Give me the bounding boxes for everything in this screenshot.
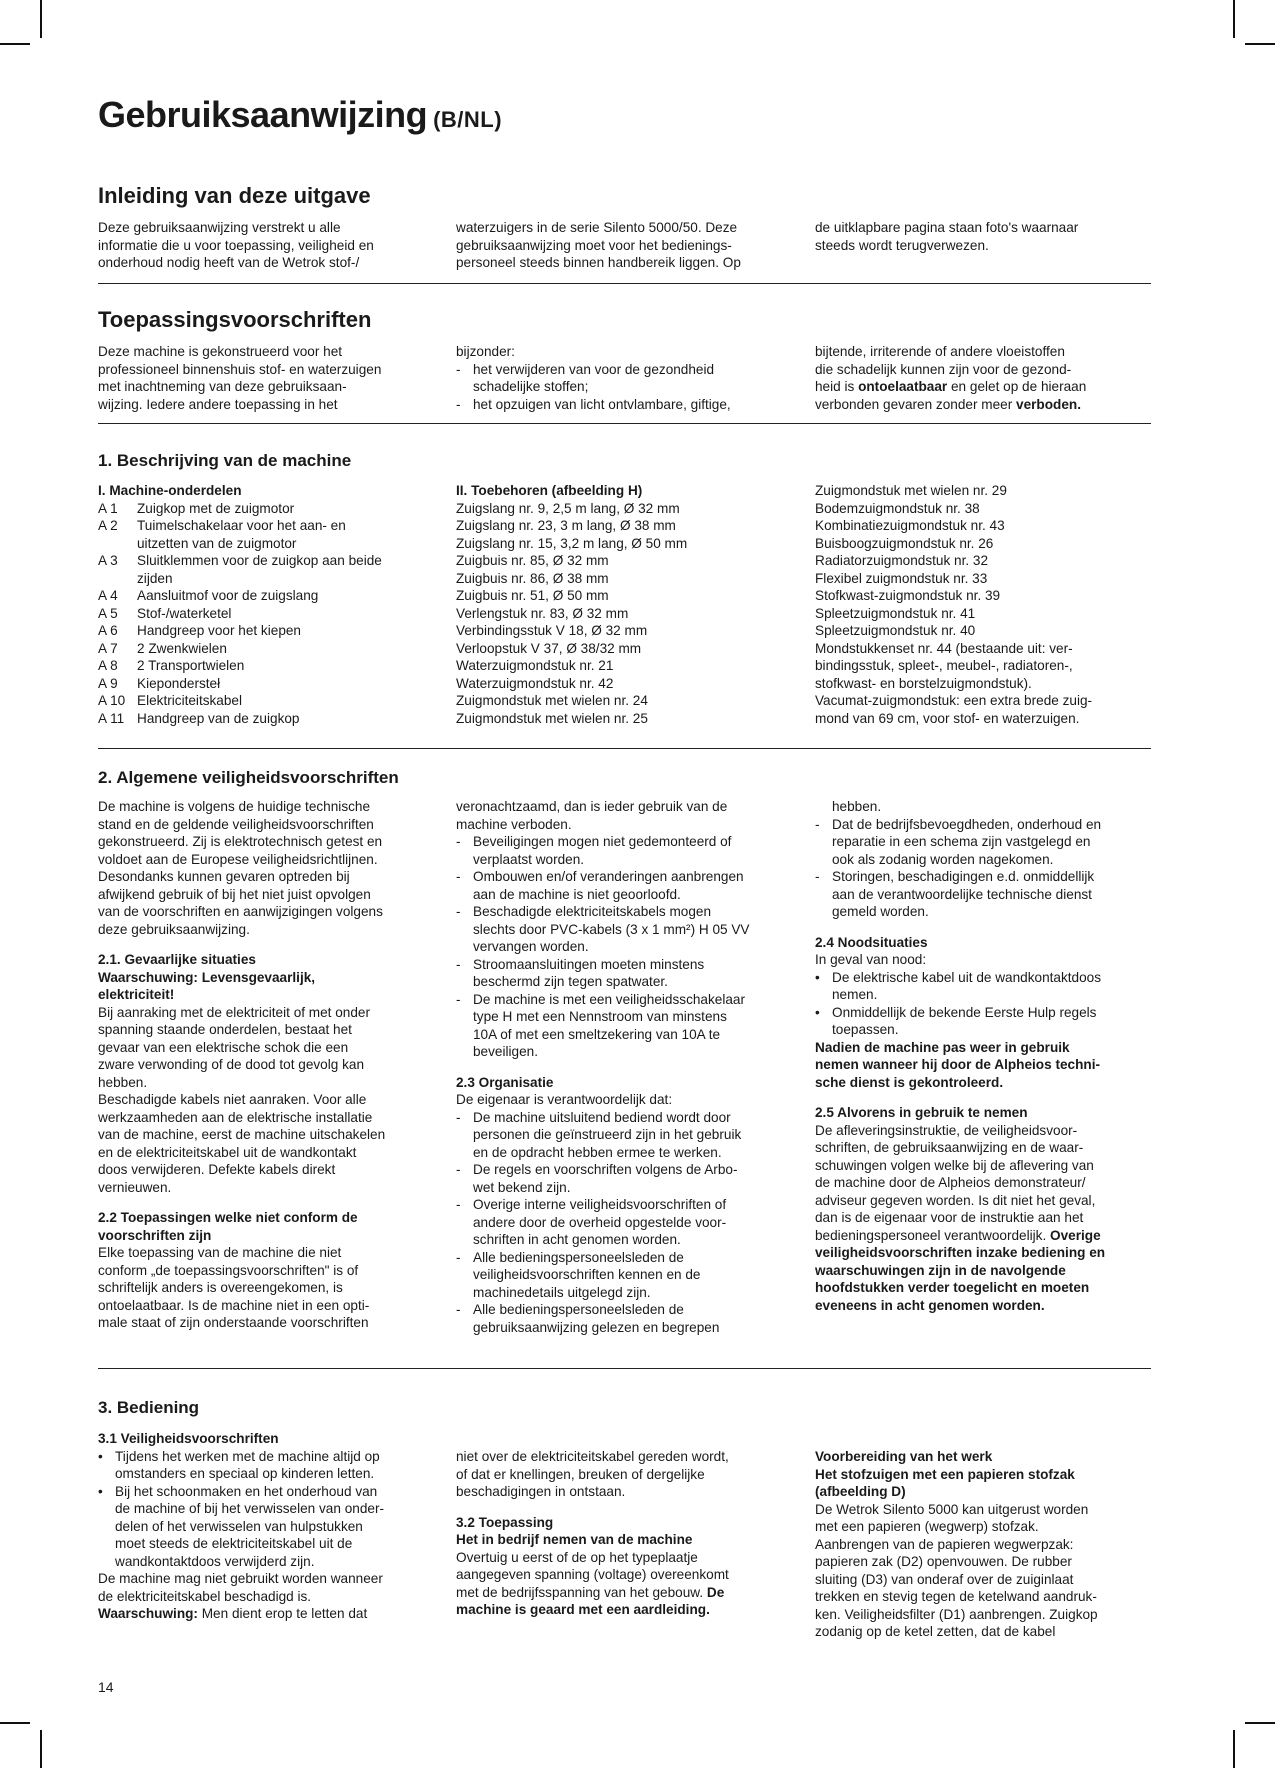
intro-col-1 — [98, 219, 440, 272]
subsection-heading: 2.4 Noodsituaties — [815, 934, 928, 950]
list-item: - Storingen, beschadigingen e.d. onmiddellijk aan de verantwoordelijke technische dienst gemeld worden. — [815, 868, 1155, 921]
accessory-item: Waterzuigmondstuk nr. 42 — [456, 675, 614, 691]
accessory-item: Waterzuigmondstuk nr. 21 — [456, 658, 614, 673]
part-item — [98, 675, 440, 693]
part-item — [98, 587, 440, 605]
part-item — [98, 657, 440, 675]
section2-col-2 — [456, 798, 798, 1336]
subsection-heading: 3.1 Veiligheidsvoorschriften — [98, 1431, 279, 1446]
emphasis-text: ontoelaatbaar — [858, 379, 948, 394]
paragraph: In geval van nood: — [815, 952, 927, 967]
paragraph: veronachtzaamd, dan is ieder gebruik van de machine verboden. — [456, 799, 728, 832]
subsection-heading: 2.5 Alvorens in gebruik te nemen — [815, 1105, 1028, 1120]
list-item: - De machine uitsluitend bediend wordt door personen die geïnstrueerd zijn in het gebruik en de opdracht hebben ermee te werken. — [456, 1109, 798, 1162]
part-code: A 2 — [98, 518, 118, 533]
accessories-col-3 — [815, 482, 1155, 727]
accessory-item: Zuigbuis nr. 51, Ø 50 mm — [456, 588, 609, 603]
crop-mark — [40, 0, 42, 38]
list-item: - Stroomaansluitingen moeten minstens beschermd zijn tegen spatwater. — [456, 956, 798, 991]
crop-mark — [1245, 43, 1275, 45]
accessory-item: Zuigbuis nr. 85, Ø 32 mm — [456, 553, 609, 568]
subsection-heading: Voorbereiding van het werk — [815, 1449, 993, 1464]
accessory-item: Zuigslang nr. 9, 2,5 m lang, Ø 32 mm — [456, 500, 680, 516]
list-item: • Bij het schoonmaken en het onderhoud van de machine of bij het verwisselen van onder- delen of het verwisselen van hulpstukken moet steeds de elektriciteitskabel uit de wandkontaktdoos verwijderd zijn. — [98, 1483, 440, 1571]
list-item: - Dat de bedrijfsbevoegdheden, onderhoud en reparatie in een schema zijn vastgelegd en ook als zodanig worden nagekomen. — [815, 816, 1155, 869]
note-text — [815, 1039, 1155, 1092]
accessory-item: Zuigslang nr. 23, 3 m lang, Ø 38 mm — [456, 518, 676, 533]
accessory-item: Flexibel zuigmondstuk nr. 33 — [815, 570, 988, 586]
list-item: - Alle bedieningspersoneelsleden de veiligheidsvoorschriften kennen en de machinedetails uitgelegd zijn. — [456, 1249, 798, 1302]
subsection-heading: 2.3 Organisatie — [456, 1074, 554, 1090]
paragraph: De eigenaar is verantwoordelijk dat: — [456, 1092, 673, 1107]
accessory-item: Verlengstuk nr. 83, Ø 32 mm — [456, 605, 629, 621]
section2-col-3 — [815, 798, 1155, 1314]
list-item: - het opzuigen van licht ontvlambare, giftige, — [456, 396, 798, 414]
toepassing-col-1 — [98, 343, 440, 413]
toepassing-text-1: Deze machine is gekonstrueerd voor het professioneel binnenshuis stof- en waterzuigen met inachtneming van deze gebruiksaan- wijzing. Iedere andere toepassing in het — [98, 344, 382, 412]
accessory-item: Zuigmondstuk met wielen nr. 24 — [456, 693, 648, 708]
list-item: - De regels en voorschriften volgens de Arbo- wet bekend zijn. — [456, 1161, 798, 1196]
subsection-subheading: Het stofzuigen met een papieren stofzak (afbeelding D) — [815, 1466, 1075, 1499]
emphasis-text: Overige veiligheidsvoorschriften inzake bediening en waarschuwingen zijn in de navolgende hoofdstukken verder toegelicht en moeten eveneens in acht genomen worden. — [815, 1227, 1106, 1313]
paragraph: De machine mag niet gebruikt worden wanneer de elektriciteitskabel beschadigd is. — [98, 1571, 383, 1604]
part-label: Elektriciteitskabel — [137, 693, 243, 708]
part-label: Stof-/waterketel — [137, 605, 232, 621]
text-run: de machine pas weer in gebruik nemen wanneer hij door de Alpheios techni- sche dienst is gekontroleerd. — [815, 1039, 1101, 1090]
crop-mark — [0, 43, 30, 45]
text-run: bijtende, irriterende of andere vloeistoffen die schadelijk kunnen zijn voor de gezond- heid is — [815, 344, 1072, 394]
section3-heading: 3. Bediening — [98, 1398, 200, 1417]
toepassing-col2-intro: bijzonder: — [456, 344, 515, 359]
list-item: - het verwijderen van voor de gezondheid schadelijke stoffen; — [456, 361, 798, 396]
page-number: 14 — [98, 1679, 114, 1695]
paragraph: Bij aanraking met de elektriciteit of met onder spanning staande onderdelen, bestaat het gevaar van een elektrische schok die een zware verwonding of de dood tot gevolg kan hebben. Beschadigde kabels niet aanraken. Voor alle werkzaamheden aan de elektrische installatie van de machine, eerst de machine uitschakelen en de elektriciteitskabel uit de wandkontakt doos verwijderen. Defekte kabels direkt vernieuwen. — [98, 1004, 386, 1195]
part-label: Kiepondersteł — [137, 675, 221, 691]
text-run: en gelet op de hieraan verbonden gevaren zonder meer — [815, 379, 1087, 412]
page-title-locale: (B/NL) — [433, 107, 503, 132]
part-label: Aansluitmof voor de zuigslang — [137, 588, 319, 603]
part-code: A 6 — [98, 623, 118, 638]
list-item: - Beveiligingen mogen niet gedemonteerd of verplaatst worden. — [456, 833, 798, 868]
text-run: Nadien — [815, 1039, 865, 1055]
section-divider — [98, 283, 1151, 284]
text-run: Overtuig u eerst of de op het typeplaatje aangegeven spanning (voltage) overeenkomt met de bedrijfsspanning van het gebouw. — [456, 1549, 729, 1600]
part-label: 2 Zwenkwielen — [137, 640, 227, 656]
part-code: A 4 — [98, 588, 118, 603]
list-item: - Alle bedieningspersoneelsleden de gebruiksaanwijzing gelezen en begrepen — [456, 1301, 798, 1336]
section-divider — [98, 748, 1151, 749]
part-item — [98, 605, 440, 623]
crop-mark — [0, 1722, 30, 1724]
part-code: A 7 — [98, 640, 118, 656]
part-item — [98, 517, 440, 552]
part-item — [98, 640, 440, 658]
parts-heading: I. Machine-onderdelen — [98, 483, 242, 498]
crop-mark — [1245, 1722, 1275, 1724]
emphasis-text: verboden. — [1016, 396, 1081, 412]
accessory-item: Stofkwast-zuigmondstuk nr. 39 — [815, 588, 1001, 603]
text-run: Men dient erop te letten dat — [197, 1606, 368, 1621]
section3-col-3 — [815, 1448, 1155, 1641]
accessory-item: Bodemzuigmondstuk nr. 38 — [815, 500, 980, 516]
section3-col-1 — [98, 1430, 440, 1623]
part-code: A 8 — [98, 658, 118, 673]
accessory-item: Radiatorzuigmondstuk nr. 32 — [815, 553, 989, 568]
section3-col-2 — [456, 1448, 798, 1619]
intro-col-3 — [815, 219, 1155, 254]
accessory-item: Zuigmondstuk met wielen nr. 29 — [815, 483, 1007, 498]
list-item: - Overige interne veiligheidsvoorschriften of andere door de overheid opgestelde voor- schriften in acht genomen worden. — [456, 1196, 798, 1249]
accessory-item: Zuigmondstuk met wielen nr. 25 — [456, 710, 648, 726]
accessory-item: Kombinatiezuigmondstuk nr. 43 — [815, 518, 1005, 533]
paragraph: niet over de elektriciteitskabel gereden wordt, of dat er knellingen, breuken of dergelijke beschadigingen in ontstaan. — [456, 1449, 729, 1499]
warning-text: Waarschuwing: Levensgevaarlijk, elektriciteit! — [98, 969, 316, 1002]
toepassing-col-2 — [456, 343, 798, 413]
part-item — [98, 500, 440, 518]
part-code: A 9 — [98, 675, 118, 691]
intro-text-2: waterzuigers in de serie Silento 5000/50. Deze gebruiksaanwijzing moet voor het bedienings- personeel steeds binnen handbereik liggen. Op — [456, 220, 741, 270]
intro-heading: Inleiding van deze uitgave — [98, 183, 371, 208]
part-item — [98, 552, 440, 587]
warning-paragraph — [98, 1605, 440, 1623]
accessory-item: Spleetzuigmondstuk nr. 41 — [815, 605, 976, 621]
section2-heading: 2. Algemene veiligheidsvoorschriften — [98, 768, 399, 787]
accessory-item: Mondstukkenset nr. 44 (bestaande uit: ver- bindingsstuk, spleet-, meubel-, radiatoren-, stofkwast- en borstelzuigmondstuk). — [815, 640, 1073, 691]
intro-text-3: de uitklapbare pagina staan foto's waarnaar steeds wordt terugverwezen. — [815, 220, 1079, 253]
list-item: • Onmiddellijk de bekende Eerste Hulp regels toepassen. — [815, 1004, 1155, 1039]
section2-col-1 — [98, 798, 440, 1332]
part-label: Tuimelschakelaar voor het aan- en uitzetten van de zuigmotor — [137, 518, 346, 551]
list-item: - Ombouwen en/of veranderingen aanbrengen aan de machine is niet geoorloofd. — [456, 868, 798, 903]
intro-col-2 — [456, 219, 798, 272]
paragraph: hebben. — [832, 799, 882, 814]
crop-mark — [40, 1730, 42, 1768]
part-item — [98, 710, 440, 728]
list-item: • Tijdens het werken met de machine altijd op omstanders en speciaal op kinderen letten. — [98, 1448, 440, 1483]
accessory-item: Zuigbuis nr. 86, Ø 38 mm — [456, 570, 609, 586]
toepassing-heading: Toepassingsvoorschriften — [98, 307, 372, 332]
part-code: A 1 — [98, 500, 118, 516]
toepassing-col-3 — [815, 343, 1155, 413]
part-label: Zuigkop met de zuigmotor — [137, 500, 295, 516]
subsection-heading: 2.1. Gevaarlijke situaties — [98, 952, 256, 967]
list-item: - De machine is met een veiligheidsschakelaar type H met een Nennstroom van minstens 10A of met een smeltzekering van 10A te beveiligen. — [456, 991, 798, 1061]
paragraph: De Wetrok Silento 5000 kan uitgerust worden met een papieren (wegwerp) stofzak. Aanbrengen van de papieren wegwerpzak: papieren zak (D2) openvouwen. De rubber sluiting (D3) van onderaf over de zuiginlaat trekken en stevig tegen de ketelwand aandruk- ken. Veiligheidsfilter (D1) aanbrengen. Zuigkop zodanig op de ketel zetten, dat de kabel — [815, 1501, 1098, 1639]
paragraph: Elke toepassing van de machine die niet conform „de toepassingsvoorschriften" is of schriftelijk anders is overeengekomen, is ontoelaatbaar. Is de machine niet in een opti- male staat of zijn onderstaande voorschriften — [98, 1245, 370, 1330]
subsection-subheading: Het in bedrijf nemen van de machine — [456, 1532, 693, 1547]
subsection-heading: 3.2 Toepassing — [456, 1514, 554, 1530]
accessory-item: Zuigslang nr. 15, 3,2 m lang, Ø 50 mm — [456, 535, 688, 551]
toepassing-text-3 — [815, 343, 1155, 413]
warning-label: Waarschuwing: — [98, 1606, 198, 1621]
part-item — [98, 622, 440, 640]
part-code: A 5 — [98, 605, 118, 621]
accessory-item: Vacumat-zuigmondstuk: een extra brede zuig- mond van 69 cm, voor stof- en waterzuigen. — [815, 693, 1093, 726]
list-item: • De elektrische kabel uit de wandkontaktdoos nemen. — [815, 969, 1155, 1004]
paragraph — [815, 1122, 1155, 1315]
crop-mark — [1233, 1730, 1235, 1768]
part-label: Sluitklemmen voor de zuigkop aan beide zijden — [137, 553, 382, 586]
accessories-col-2 — [456, 482, 798, 727]
accessory-item: Spleetzuigmondstuk nr. 40 — [815, 623, 976, 638]
part-label: 2 Transportwielen — [137, 658, 245, 673]
section1-heading: 1. Beschrijving van de machine — [98, 451, 352, 470]
emphasis-text: De machine is geaard met een aardleiding. — [456, 1584, 725, 1617]
accessories-heading: II. Toebehoren (afbeelding H) — [456, 483, 643, 498]
crop-mark — [1233, 0, 1235, 38]
part-label: Handgreep van de zuigkop — [137, 710, 300, 726]
accessory-item: Buisboogzuigmondstuk nr. 26 — [815, 535, 994, 551]
section2-intro: De machine is volgens de huidige technische stand en de geldende veiligheidsvoorschriften gekonstrueerd. Zij is elektrotechnisch getest en voldoet aan de Europese veiligheidsrichtlijnen. Desondanks kunnen gevaren optreden bij afwijkend gebruik of bij het niet juist opvolgen van de voorschriften en aanwijzigingen volgens deze gebruiksaanwijzing. — [98, 799, 383, 937]
part-code: A 3 — [98, 553, 118, 568]
part-code: A 10 — [98, 693, 126, 708]
accessory-item: Verbindingsstuk V 18, Ø 32 mm — [456, 623, 648, 638]
page-title-text: Gebruiksaanwijzing — [98, 94, 428, 135]
part-code: A 11 — [98, 710, 125, 726]
parts-list — [98, 482, 440, 727]
part-item — [98, 692, 440, 710]
section-divider — [98, 423, 1151, 424]
accessory-item: Verloopstuk V 37, Ø 38/32 mm — [456, 640, 642, 656]
paragraph — [456, 1549, 798, 1619]
page-title — [98, 94, 502, 136]
intro-text-1: Deze gebruiksaanwijzing verstrekt u alle informatie die u voor toepassing, veiligheid en onderhoud nodig heeft van de Wetrok stof-/ — [98, 220, 374, 270]
subsection-heading: 2.2 Toepassingen welke niet conform de voorschriften zijn — [98, 1210, 358, 1243]
section-divider — [98, 1368, 1151, 1369]
text-run: De afleveringsinstruktie, de veiligheidsvoor- schriften, de gebruiksaanwijzing en de waar- schuwingen volgen welke bij de aflevering van de machine door de Alpheios demonstrateur/ adviseur gegeven worden. Is dit niet het geval, dan is de eigenaar voor de instruktie aan het bedieningspersoneel verantwoordelijk. — [815, 1122, 1096, 1243]
list-item: - Beschadigde elektriciteitskabels mogen slechts door PVC-kabels (3 x 1 mm²) H 05 VV vervangen worden. — [456, 903, 798, 956]
part-label: Handgreep voor het kiepen — [137, 623, 301, 638]
